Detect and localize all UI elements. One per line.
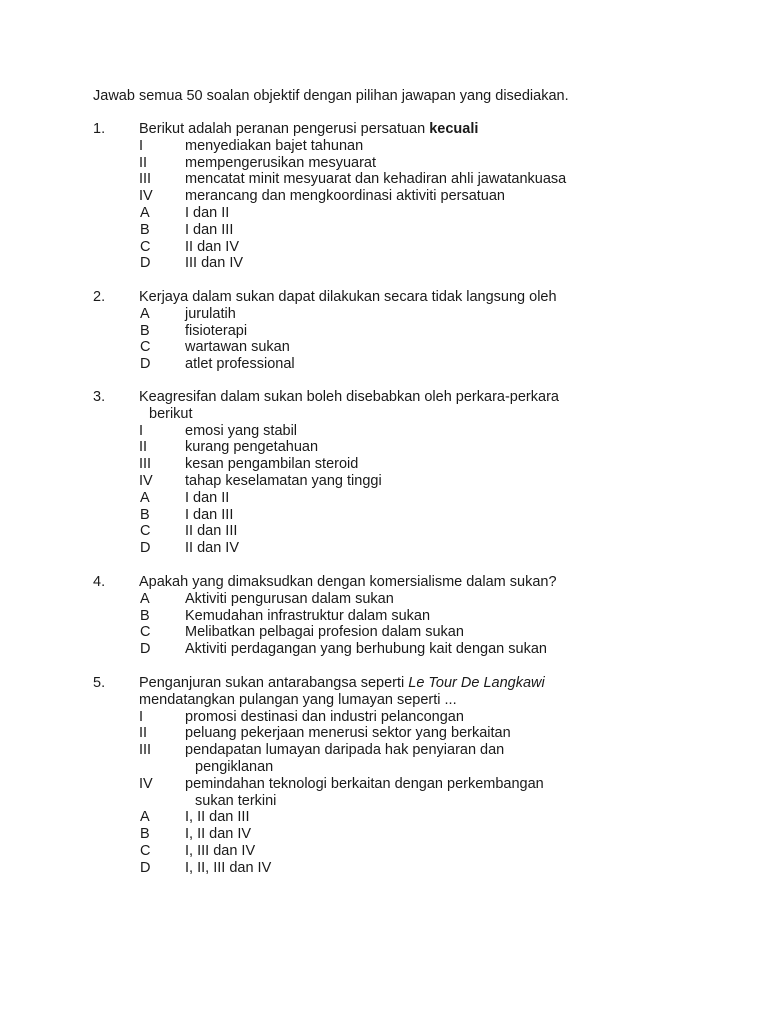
- statement-item: I emosi yang stabil: [139, 422, 298, 439]
- answer-option: C wartawan sukan: [140, 339, 290, 356]
- question-number: 5.: [93, 675, 106, 691]
- answer-option: D II dan IV: [140, 540, 240, 557]
- question-number: 1.: [93, 121, 106, 137]
- answer-option: C Melibatkan pelbagai profesion dalam sukan: [140, 624, 464, 641]
- question-1: [93, 121, 653, 272]
- answer-option: A Aktiviti pengurusan dalam sukan: [140, 590, 394, 607]
- exam-instruction: Jawab semua 50 soalan objektif dengan pilihan jawapan yang disediakan.: [93, 88, 569, 104]
- emphasis-word: kecuali: [429, 121, 479, 137]
- statement-item: III kesan pengambilan steroid: [139, 456, 359, 473]
- answer-option: B fisioterapi: [140, 322, 248, 339]
- answer-option: B I dan III: [140, 221, 234, 238]
- question-4: [93, 574, 653, 658]
- answer-option: B I, II dan IV: [140, 826, 252, 843]
- question-stem: Keagresifan dalam sukan boleh disebabkan oleh perkara-perkara: [139, 389, 559, 405]
- question-number: 2.: [93, 289, 106, 305]
- answer-option: C II dan III: [140, 523, 238, 540]
- statement-item-continued: pengiklanan: [195, 758, 274, 775]
- answer-option: A I dan II: [140, 489, 230, 506]
- answer-option: B Kemudahan infrastruktur dalam sukan: [140, 607, 431, 624]
- question-2: [93, 289, 653, 373]
- statement-item: II kurang pengetahuan: [139, 439, 319, 456]
- answer-option: C I, III dan IV: [140, 842, 256, 859]
- question-stem: Berikut adalah peranan pengerusi persatuan kecuali: [139, 121, 479, 137]
- question-5: [93, 675, 653, 877]
- answer-option: C II dan IV: [140, 238, 240, 255]
- statement-item: III pendapatan lumayan daripada hak penyiaran dan: [139, 742, 505, 759]
- question-stem: Apakah yang dimaksudkan dengan komersialisme dalam sukan?: [139, 574, 557, 590]
- question-stem-continued: mendatangkan pulangan yang lumayan seperti ...: [139, 691, 457, 708]
- answer-option: D III dan IV: [140, 255, 244, 272]
- answer-option: A I, II dan III: [140, 809, 250, 826]
- question-stem: Penganjuran sukan antarabangsa seperti Le Tour De Langkawi: [139, 675, 545, 691]
- statement-item: IV pemindahan teknologi berkaitan dengan perkembangan: [139, 775, 544, 792]
- answer-option: B I dan III: [140, 506, 234, 523]
- event-name: Le Tour De Langkawi: [408, 675, 545, 691]
- question-stem: Kerjaya dalam sukan dapat dilakukan secara tidak langsung oleh: [139, 289, 557, 305]
- answer-option: D I, II, III dan IV: [140, 859, 272, 876]
- statement-item: III mencatat minit mesyuarat dan kehadiran ahli jawatankuasa: [139, 171, 567, 188]
- statement-item-continued: sukan terkini: [195, 792, 277, 809]
- statement-item: IV tahap keselamatan yang tinggi: [139, 472, 382, 489]
- statement-item: II peluang pekerjaan menerusi sektor yang berkaitan: [139, 725, 511, 742]
- question-stem-continued: berikut: [149, 405, 193, 422]
- answer-option: A I dan II: [140, 204, 230, 221]
- statement-item: II mempengerusikan mesyuarat: [139, 154, 377, 171]
- question-3: [93, 389, 653, 557]
- answer-option: A jurulatih: [140, 305, 236, 322]
- question-number: 4.: [93, 574, 106, 590]
- answer-option: D atlet professional: [140, 356, 295, 373]
- statement-item: IV merancang dan mengkoordinasi aktiviti persatuan: [139, 188, 505, 205]
- answer-option: D Aktiviti perdagangan yang berhubung kait dengan sukan: [140, 641, 547, 658]
- question-number: 3.: [93, 389, 106, 405]
- statement-item: I menyediakan bajet tahunan: [139, 137, 364, 154]
- statement-item: I promosi destinasi dan industri pelancongan: [139, 708, 464, 725]
